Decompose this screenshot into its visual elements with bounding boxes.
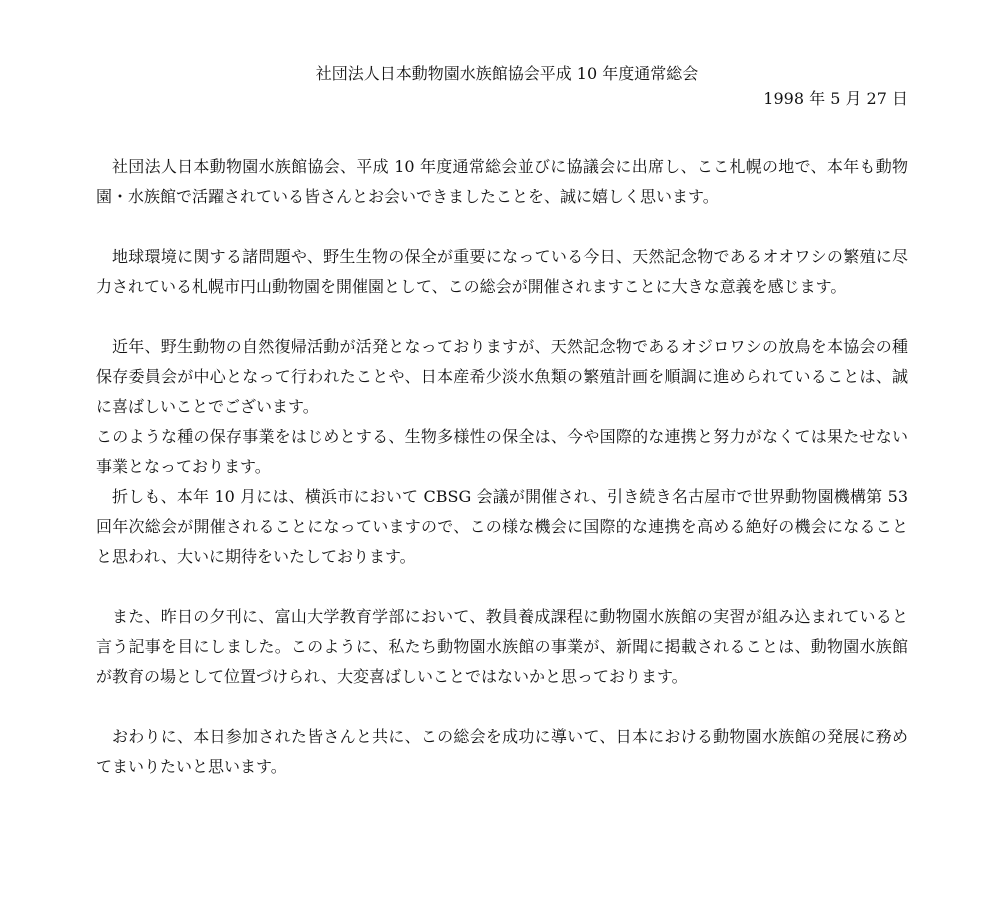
document-body bbox=[96, 152, 908, 782]
paragraph-greeting: 社団法人日本動物園水族館協会、平成 10 年度通常総会並びに協議会に出席し、ここ札幌の地で、本年も動物園・水族館で活躍されている皆さんとお会いできましたことを、誠に嬉しく思います。 bbox=[96, 157, 908, 206]
paragraph-biodiversity: このような種の保存事業をはじめとする、生物多様性の保全は、今や国際的な連携と努力がなくては果たせない事業となっております。 bbox=[96, 427, 908, 476]
document bbox=[96, 64, 908, 782]
paragraph-international: 折しも、本年 10 月には、横浜市において CBSG 会議が開催され、引き続き名古屋市で世界動物園機構第 53 回年次総会が開催されることになっていますので、この様な機会に国際的な連携を高める絶好の機会になることと思われ、大いに期待をいたしております。 bbox=[96, 487, 908, 566]
paragraph-reintroduction: 近年、野生動物の自然復帰活動が活発となっておりますが、天然記念物であるオジロワシの放鳥を本協会の種保存委員会が中心となって行われたことや、日本産希少淡水魚類の繁殖計画を順調に進められていることは、誠に喜ばしいことでございます。 bbox=[96, 337, 908, 416]
paragraph-closing: おわりに、本日参加された皆さんと共に、この総会を成功に導いて、日本における動物園水族館の発展に務めてまいりたいと思います。 bbox=[96, 727, 908, 776]
paragraph-environment: 地球環境に関する諸問題や、野生生物の保全が重要になっている今日、天然記念物であるオオワシの繁殖に尽力されている札幌市円山動物園を開催園として、この総会が開催されますことに大きな意義を感じます。 bbox=[96, 247, 908, 296]
document-title: 社団法人日本動物園水族館協会平成 10 年度通常総会 bbox=[315, 64, 699, 83]
document-date: 1998 年 5 月 27 日 bbox=[763, 89, 908, 108]
paragraph-education: また、昨日の夕刊に、富山大学教育学部において、教員養成課程に動物園水族館の実習が組み込まれていると言う記事を目にしました。このように、私たち動物園水族館の事業が、新聞に掲載されることは、動物園水族館が教育の場として位置づけられ、大変喜ばしいことではないかと思っております。 bbox=[96, 607, 908, 686]
